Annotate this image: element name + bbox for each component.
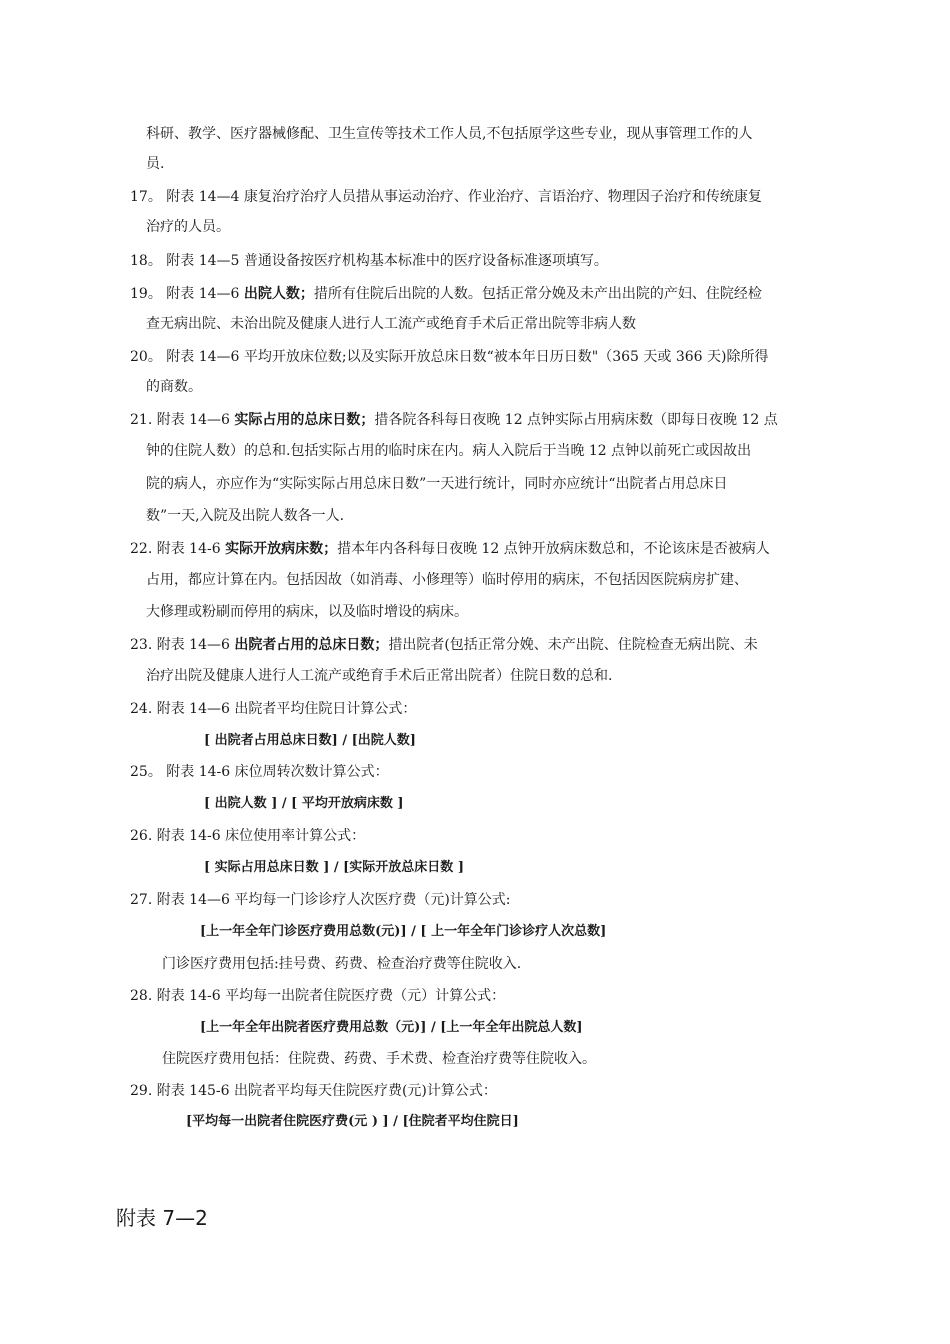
appendix-heading: 附表 7—2 — [116, 1206, 208, 1230]
item-22-prefix: 22. 附表 14-6 — [130, 541, 226, 557]
item-29-formula: [平均每一出院者住院医疗费(元 ) ] / [住院者平均住院日] — [186, 1114, 519, 1129]
item-22-line-3: 大修理或粉刷而停用的病床，以及临时增设的病床。 — [146, 604, 468, 620]
item-27-line-1: 27. 附表 14—6 平均每一门诊诊疗人次医疗费（元)计算公式: — [130, 892, 511, 908]
item-21-line-2: 钟的住院人数）的总和.包括实际占用的临时床在内。病人入院后于当晚 12 点钟以前死亡或因故出 — [146, 443, 752, 459]
item-17-line-2: 治疗的人员。 — [146, 219, 230, 235]
item-22-term: 实际开放病床数； — [225, 541, 338, 557]
item-25-line-1: 25。 附表 14-6 床位周转次数计算公式： — [130, 764, 389, 780]
item-24-formula: [ 出院者占用总床日数] / [出院人数] — [204, 733, 416, 748]
item-21-term: 实际占用的总床日数； — [234, 412, 375, 428]
item-17-line-1: 17。 附表 14—4 康复治疗治疗人员措从事运动治疗、作业治疗、言语治疗、物理因子治疗和传统康复 — [130, 189, 762, 205]
intro-line-1: 科研、教学、医疗器械修配、卫生宣传等技术工作人员,不包括原学这些专业，现从事管理工作的人 — [146, 126, 753, 142]
item-21-line-4: 数”一天,入院及出院人数各一人. — [146, 508, 345, 524]
item-23-term: 出院者占用的总床日数； — [234, 637, 389, 653]
item-19-text: 措所有住院后出院的人数。包括正常分娩及未产出出院的产妇、住院经检 — [313, 286, 762, 302]
item-28-note: 住院医疗费用包括：住院费、药费、手术费、检查治疗费等住院收入。 — [162, 1051, 596, 1067]
item-21-text: 措各院各科每日夜晚 12 点钟实际占用病床数（即每日夜晚 12 点 — [374, 412, 778, 428]
item-22-line-1 — [130, 540, 770, 558]
item-26-formula: [ 实际占用总床日数 ] / [实际开放总床日数 ] — [204, 860, 464, 875]
item-23-text: 措出院者(包括正常分娩、未产出院、住院检查无病出院、未 — [388, 637, 758, 653]
item-28-formula: [上一年全年出院者医疗费用总数（元)] / [上一年全年出院总人数] — [200, 1020, 583, 1035]
item-25-formula: [ 出院人数 ] / [ 平均开放病床数 ] — [204, 796, 404, 811]
item-29-line-1: 29. 附表 145-6 出院者平均每天住院医疗费(元)计算公式： — [130, 1083, 497, 1099]
item-21-prefix: 21. 附表 14—6 — [130, 412, 235, 428]
item-22-line-2: 占用，都应计算在内。包括因故（如消毒、小修理等）临时停用的病床，不包括因医院病房扩建、 — [146, 572, 748, 588]
item-27-note: 门诊医疗费用包括:挂号费、药费、检查治疗费等住院收入. — [162, 956, 522, 972]
item-19-prefix: 19。 附表 14—6 — [130, 286, 244, 302]
item-22-text: 措本年内各科每日夜晚 12 点钟开放病床数总和，不论该床是否被病人 — [337, 541, 770, 557]
item-26-line-1: 26. 附表 14-6 床位使用率计算公式： — [130, 828, 366, 844]
item-28-line-1: 28. 附表 14-6 平均每一出院者住院医疗费（元）计算公式： — [130, 988, 506, 1004]
intro-line-2: 员. — [146, 156, 165, 172]
item-20-line-2: 的商数。 — [146, 379, 202, 395]
item-21-line-1 — [130, 411, 778, 429]
item-21-line-3: 院的病人，亦应作为“实际实际占用总床日数”一天进行统计，同时亦应统计“出院者占用总床日 — [146, 476, 728, 492]
item-18-line-1: 18。 附表 14—5 普通设备按医疗机构基本标准中的医疗设备标准逐项填写。 — [130, 253, 608, 269]
item-23-prefix: 23. 附表 14—6 — [130, 637, 235, 653]
item-27-formula: [上一年全年门诊医疗费用总数(元)] / [ 上一年全年门诊诊疗人次总数] — [200, 924, 607, 939]
item-20-line-1: 20。 附表 14—6 平均开放床位数;以及实际开放总床日数“被本年日历日数"（365 天或 366 天)除所得 — [130, 349, 769, 365]
item-24-line-1: 24. 附表 14—6 出院者平均住院日计算公式： — [130, 701, 417, 717]
item-23-line-1 — [130, 636, 758, 654]
item-23-line-2: 治疗出院及健康人进行人工流产或绝育手术后正常出院者）住院日数的总和. — [146, 668, 613, 684]
item-19-term: 出院人数； — [243, 286, 314, 302]
item-19-line-1 — [130, 285, 762, 303]
item-19-line-2: 查无病出院、未治出院及健康人进行人工流产或绝育手术后正常出院等非病人数 — [146, 316, 636, 332]
